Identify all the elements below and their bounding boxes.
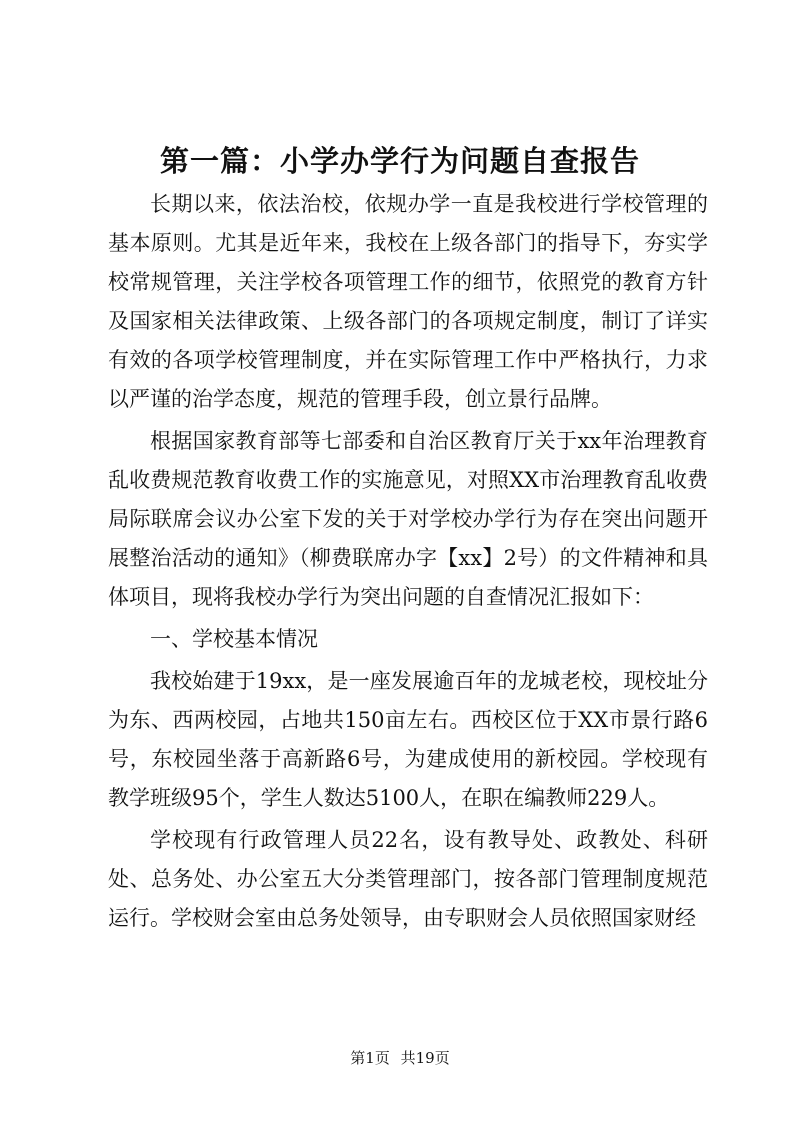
page-total: 共19页: [400, 1049, 450, 1067]
paragraph-administration: 学校现有行政管理人员22名，设有教导处、政教处、科研处、总务处、办公室五大分类管理部门，按各部门管理制度规范运行。学校财会室由总务处领导，由专职财会人员依照国家财经: [108, 828, 708, 930]
paragraph-intro: 长期以来，依法治校，依规办学一直是我校进行学校管理的基本原则。尤其是近年来，我校在上级各部门的指导下，夯实学校常规管理，关注学校各项管理工作的细节，依照党的教育方针及国家相关法律政策、上级各部门的各项规定制度，制订了详实有效的各项学校管理制度，并在实际管理工作中严格执行，力求以严谨的治学态度，规范的管理手段，创立景行品牌。: [108, 192, 708, 411]
paragraph-school-history: 我校始建于19xx，是一座发展逾百年的龙城老校，现校址分为东、西两校园，占地共150亩左右。西校区位于XX市景行路6号，东校园坐落于高新路6号，为建成使用的新校园。学校现有教学班级95个，学生人数达5100人，在职在编教师229人。: [108, 669, 708, 810]
document-body: [108, 185, 708, 941]
document-title: 第一篇：小学办学行为问题自查报告: [159, 144, 640, 178]
section-heading-basic-info: 一、学校基本情况: [150, 627, 318, 651]
page-footer: [0, 1048, 800, 1068]
paragraph-basis: 根据国家教育部等七部委和自治区教育厅关于xx年治理教育乱收费规范教育收费工作的实施意见，对照XX市治理教育乱收费局际联席会议办公室下发的关于对学校办学行为存在突出问题开展整治活动的通知》（柳费联席办字【xx】2号）的文件精神和具体项目，现将我校办学行为突出问题的自查情况汇报如下：: [108, 429, 708, 609]
page-number: 第1页: [350, 1049, 390, 1067]
